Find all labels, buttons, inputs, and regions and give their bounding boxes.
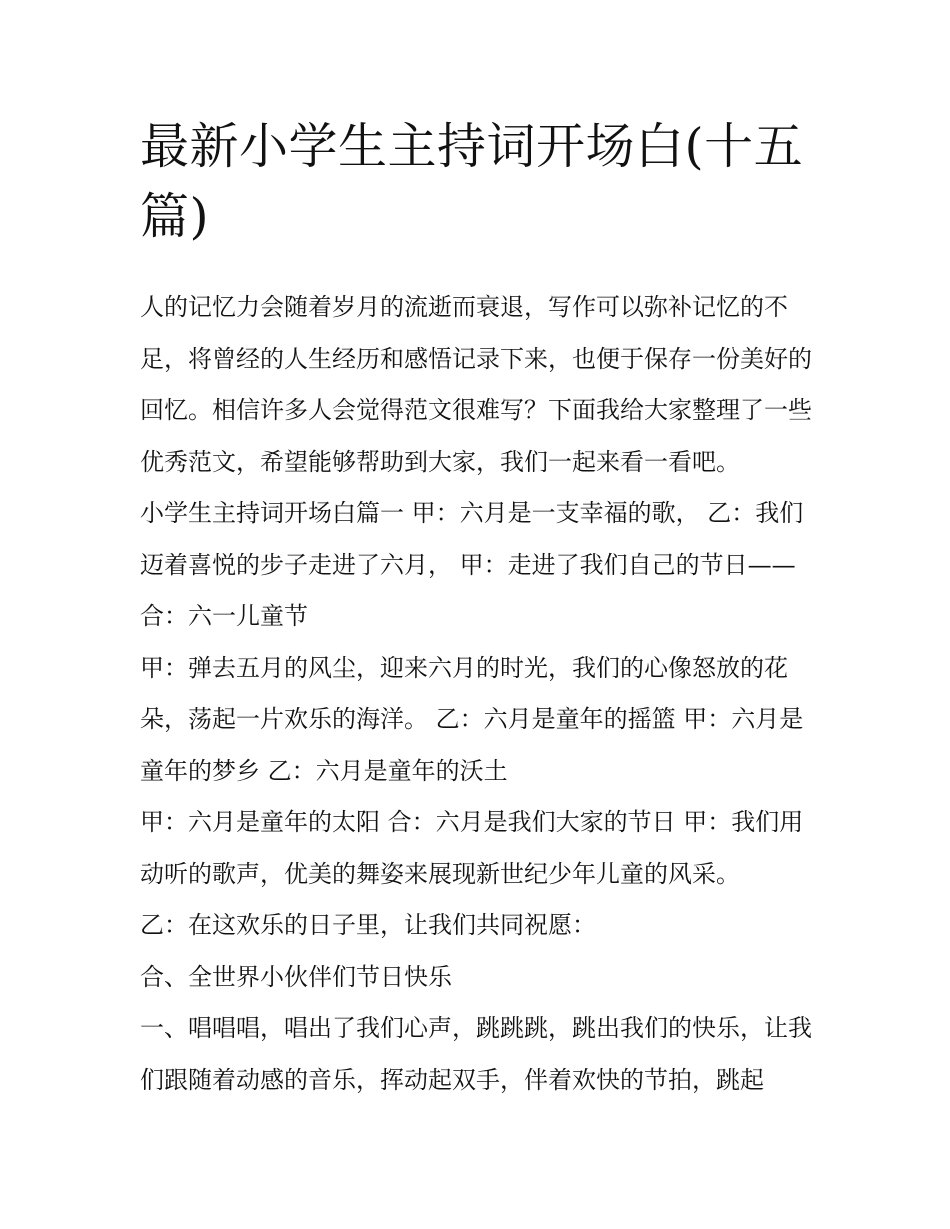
paragraph-intro: 人的记忆力会随着岁月的流逝而衰退，写作可以弥补记忆的不足，将曾经的人生经历和感悟记录下来，也便于保存一份美好的回忆。相信许多人会觉得范文很难写？下面我给大家整理了一些优秀范文，希望能够帮助到大家，我们一起来看一看吧。 — [140, 293, 812, 476]
paragraph-section-1: 一、唱唱唱，唱出了我们心声，跳跳跳，跳出我们的快乐，让我们跟随着动感的音乐，挥动起双手，伴着欢快的节拍，跳起 — [140, 1014, 812, 1094]
paragraph-opening-2: 甲：弹去五月的风尘，迎来六月的时光，我们的心像怒放的花朵，荡起一片欢乐的海洋。 乙：六月是童年的摇篮 甲：六月是童年的梦乡 乙：六月是童年的沃土 — [140, 653, 804, 785]
document-body — [140, 282, 816, 1106]
paragraph-opening-5: 合、全世界小伙伴们节日快乐 — [140, 962, 452, 991]
document-page — [140, 112, 816, 1106]
paragraph-opening-4: 乙：在这欢乐的日子里，让我们共同祝愿： — [140, 911, 596, 939]
paragraph-opening-1: 小学生主持词开场白篇一 甲：六月是一支幸福的歌， 乙：我们迈着喜悦的步子走进了六月， 甲：走进了我们自己的节日—— 合：六一儿童节 — [140, 499, 804, 630]
paragraph-opening-3: 甲：六月是童年的太阳 合：六月是我们大家的节日 甲：我们用动听的歌声，优美的舞姿来展现新世纪少年儿童的风采。 — [140, 808, 804, 888]
document-title: 最新小学生主持词开场白(十五篇) — [140, 118, 804, 245]
